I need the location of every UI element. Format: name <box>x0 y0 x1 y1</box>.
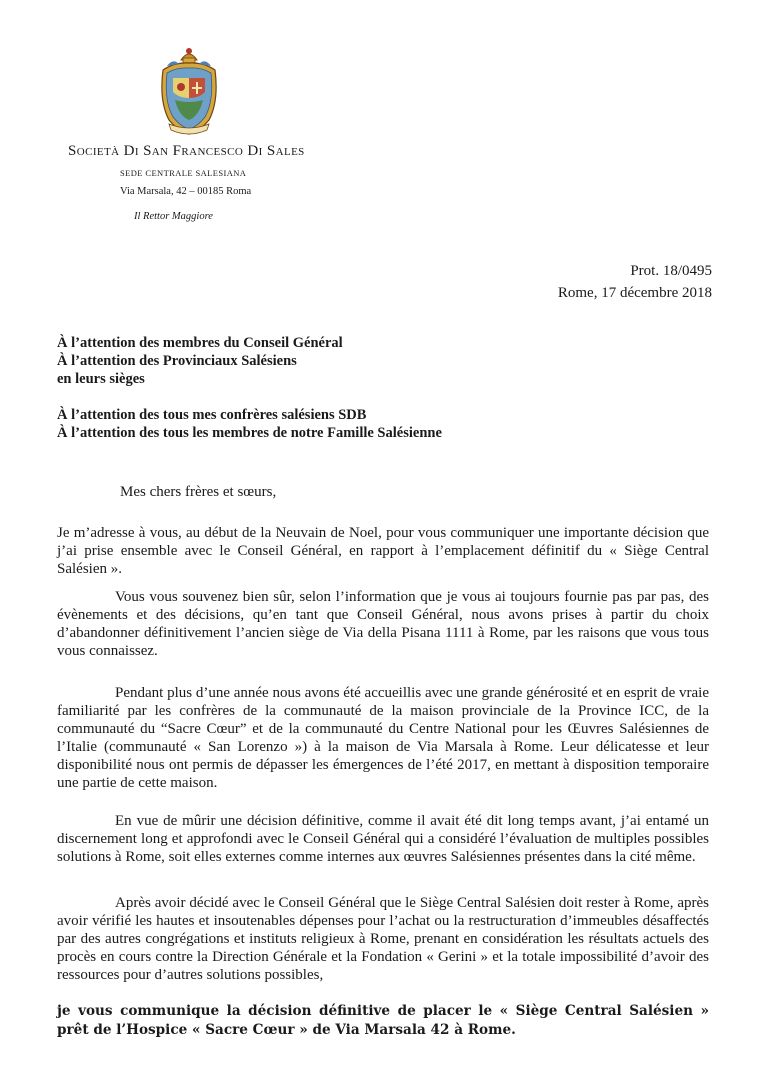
recipient-line: À l’attention des Provinciaux Salésiens <box>57 353 297 369</box>
place-date: Rome, 17 décembre 2018 <box>557 285 712 301</box>
recipients-group-2 <box>57 406 442 442</box>
recipient-line: À l’attention des membres du Conseil Général <box>57 335 343 351</box>
organization-name: Società Di San Francesco Di Sales <box>68 143 305 159</box>
body-paragraph: Je m’adresse à vous, au début de la Neuvain de Noel, pour vous communiquer une importante décision que j’ai prise ensemble avec le Conseil Général, en rapport à l’emplacement définitif du « Siège Central Salésien ». <box>57 525 709 577</box>
recipient-line: À l’attention des tous mes confrères salésiens SDB <box>57 407 367 423</box>
body-paragraph: Pendant plus d’une année nous avons été accueillis avec une grande générosité et en esprit de vraie familiarité par les confrères de la communauté de la maison provinciale de la Province ICC, de la communauté du “Sacre Cœur” et de la communauté du Centre National pour les Œuvres Salésiennes de l’Italie (communauté « San Lorenzo ») à la maison de Via Marsala à Rome. Leur délicatesse et leur disponibilité nous ont permis de dépasser les émergences de l’été 2017, en mettant à disposition temporaire une partie de cette maison. <box>57 685 709 791</box>
organization-address: Via Marsala, 42 – 00185 Roma <box>120 186 252 197</box>
crest-icon <box>155 46 223 138</box>
decision-statement: je vous communique la décision définitive de placer le « Siège Central Salésien » prêt de l’Hospice « Sacre Cœur » de Via Marsala 42 à Rome. <box>57 1003 709 1038</box>
organization-office: Il Rettor Maggiore <box>134 211 213 222</box>
recipient-line: À l’attention des tous les membres de notre Famille Salésienne <box>57 425 442 441</box>
reference-block <box>558 260 712 304</box>
body-paragraph: En vue de mûrir une décision définitive, comme il avait été dit long temps avant, j’ai entamé un discernement long et approfondi avec le Conseil Général qui a considéré l’évaluation de multiples possibles solutions à Rome, soit elles externes comme internes aux œuvres Salésiennes présentes dans la cité même. <box>57 813 709 865</box>
organization-subtitle: SEDE CENTRALE SALESIANA <box>120 168 247 178</box>
body-paragraph: Après avoir décidé avec le Conseil Général que le Siège Central Salésien doit rester à Rome, après avoir vérifié les hautes et insoutenables dépenses pour l’achat ou la restructuration d’immeubles désaffectés par des autres congrégations et instituts religieux à Rome, prenant en considération les résultats actuels des procès en cours contre la Direction Générale et la Fondation « Gerini » et la totale impossibilité d’avoir des ressources pour d’autres solutions possibles, <box>57 895 709 983</box>
recipients-group-1 <box>57 334 343 388</box>
salutation: Mes chers frères et sœurs, <box>120 484 277 500</box>
recipient-line: en leurs sièges <box>57 371 145 387</box>
protocol-number: Prot. 18/0495 <box>630 263 712 279</box>
body-paragraph: Vous vous souvenez bien sûr, selon l’information que je vous ai toujours fournie pas par pas, des évènements et des décisions, qu’en tant que Conseil Général, nous avons prises à partir du choix d’abandonner définitivement l’ancien siège de Via della Pisana 1111 à Rome, par les raisons que vous tous vous connaissez. <box>57 589 709 659</box>
